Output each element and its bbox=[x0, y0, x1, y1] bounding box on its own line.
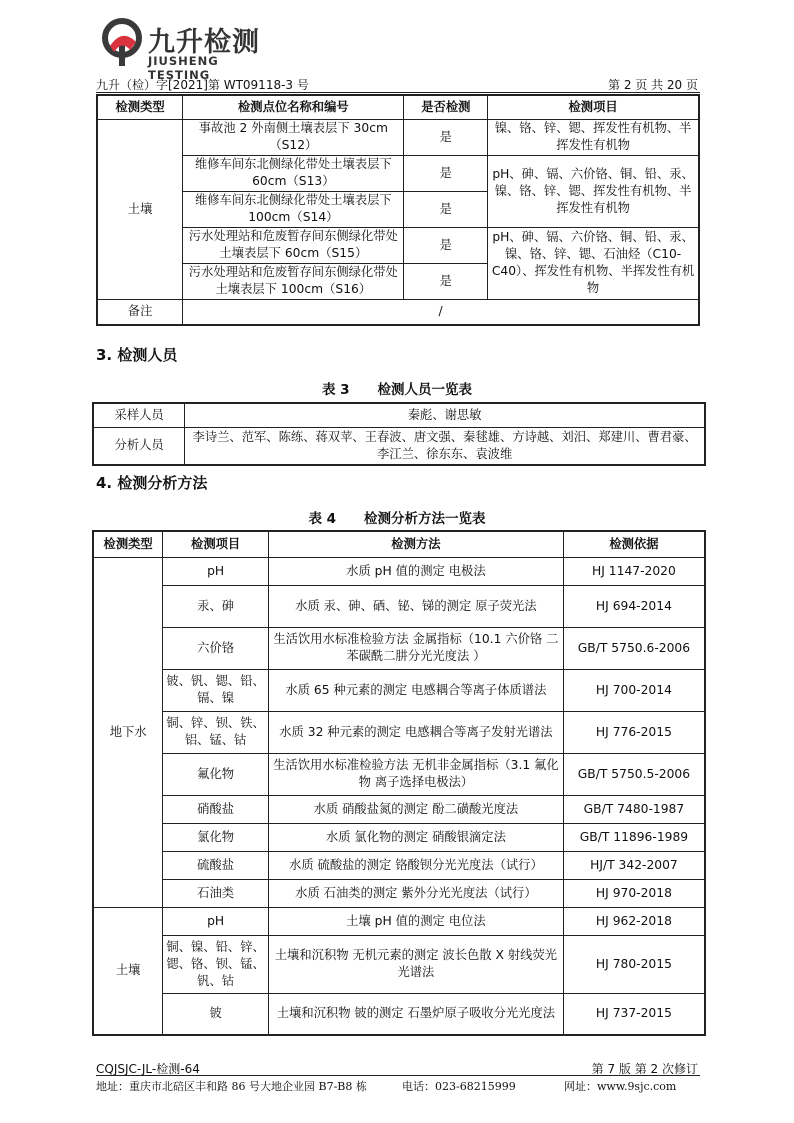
table-row bbox=[93, 795, 705, 823]
caption-title: 检测人员一览表 bbox=[377, 382, 473, 398]
method-cell: 水质 硝酸盐氮的测定 酚二磺酸光度法 bbox=[268, 795, 563, 823]
personnel-table bbox=[92, 402, 706, 466]
header-cell: 检测依据 bbox=[563, 531, 705, 557]
point-cell: 维修车间东北侧绿化带处土壤表层下 60cm（S13） bbox=[183, 155, 404, 191]
item-cell: 铍、钒、锶、铅、镉、镍 bbox=[163, 669, 269, 711]
point-cell: 维修车间东北侧绿化带处土壤表层下 100cm（S14） bbox=[183, 191, 404, 227]
detect-cell: 是 bbox=[404, 119, 488, 155]
table-header-row bbox=[97, 95, 699, 119]
personnel-label: 采样人员 bbox=[93, 403, 185, 427]
table-row bbox=[93, 851, 705, 879]
method-cell: 水质 氯化物的测定 硝酸银滴定法 bbox=[268, 823, 563, 851]
table-row bbox=[93, 753, 705, 795]
table-row bbox=[93, 427, 705, 465]
version-info: 第 7 版 第 2 次修订 bbox=[591, 1062, 698, 1076]
remark-label: 备注 bbox=[97, 299, 183, 325]
item-cell: 硫酸盐 bbox=[163, 851, 269, 879]
analysis-methods-table bbox=[92, 530, 706, 1036]
table-row bbox=[93, 935, 705, 993]
basis-cell: HJ 1147-2020 bbox=[563, 557, 705, 585]
item-cell: 铜、镍、铅、锌、锶、铬、钡、锰、钒、钴 bbox=[163, 935, 269, 993]
items-cell: pH、砷、镉、六价铬、铜、铅、汞、镍、铬、锌、锶、石油烃（C10-C40）、挥发性有机物、半挥发性有机物 bbox=[488, 227, 699, 299]
basis-cell: GB/T 5750.6-2006 bbox=[563, 627, 705, 669]
footer-address: 地址：重庆市北碚区丰和路 86 号大地企业园 B7-B8 栋 bbox=[96, 1080, 367, 1093]
table-row bbox=[93, 907, 705, 935]
section-title: 3. 检测人员 bbox=[96, 346, 178, 364]
footer-website: 网址：www.9sjc.com bbox=[564, 1080, 677, 1093]
logo-name-en: JIUSHENG TESTING bbox=[148, 54, 219, 82]
basis-cell: HJ 962-2018 bbox=[563, 907, 705, 935]
logo-name-cn: 九升检测 bbox=[148, 27, 260, 58]
table-row bbox=[93, 711, 705, 753]
method-cell: 水质 pH 值的测定 电极法 bbox=[268, 557, 563, 585]
caption-number: 表 4 bbox=[308, 511, 337, 527]
method-cell: 水质 硫酸盐的测定 铬酸钡分光光度法（试行） bbox=[268, 851, 563, 879]
item-cell: 氟化物 bbox=[163, 753, 269, 795]
header-divider bbox=[96, 92, 700, 93]
detection-type-cell: 土壤 bbox=[97, 119, 183, 299]
basis-cell: HJ 776-2015 bbox=[563, 711, 705, 753]
basis-cell: HJ 694-2014 bbox=[563, 585, 705, 627]
footer-contact bbox=[96, 1078, 700, 1094]
method-cell: 土壤和沉积物 无机元素的测定 波长色散 X 射线荧光光谱法 bbox=[268, 935, 563, 993]
point-cell: 事故池 2 外南侧土壤表层下 30cm（S12） bbox=[183, 119, 404, 155]
items-cell: 镍、铬、锌、锶、挥发性有机物、半挥发性有机物 bbox=[488, 119, 699, 155]
footer-phone: 电话：023-68215999 bbox=[402, 1080, 516, 1093]
item-cell: 六价铬 bbox=[163, 627, 269, 669]
detection-type-cell: 土壤 bbox=[93, 907, 163, 1035]
table-row bbox=[97, 227, 699, 263]
table-row bbox=[97, 119, 699, 155]
point-cell: 污水处理站和危废暂存间东侧绿化带处土壤表层下 60cm（S15） bbox=[183, 227, 404, 263]
method-cell: 水质 汞、砷、硒、铋、锑的测定 原子荧光法 bbox=[268, 585, 563, 627]
items-cell: pH、砷、镉、六价铬、铜、铅、汞、镍、铬、锌、锶、挥发性有机物、半挥发性有机物 bbox=[488, 155, 699, 227]
detect-cell: 是 bbox=[404, 263, 488, 299]
table-header-row bbox=[93, 531, 705, 557]
table-caption bbox=[0, 507, 794, 527]
remark-value: / bbox=[183, 299, 699, 325]
table-row bbox=[93, 557, 705, 585]
header-cell: 检测项目 bbox=[488, 95, 699, 119]
header-cell: 是否检测 bbox=[404, 95, 488, 119]
detection-type-cell: 地下水 bbox=[93, 557, 163, 907]
method-cell: 生活饮用水标准检验方法 金属指标（10.1 六价铬 二苯碳酰二肼分光光度法 ） bbox=[268, 627, 563, 669]
item-cell: pH bbox=[163, 557, 269, 585]
personnel-label: 分析人员 bbox=[93, 427, 185, 465]
personnel-names: 秦彪、谢思敏 bbox=[185, 403, 705, 427]
item-cell: 汞、砷 bbox=[163, 585, 269, 627]
logo-mark-icon bbox=[100, 16, 146, 68]
header-cell: 检测点位名称和编号 bbox=[183, 95, 404, 119]
header-cell: 检测方法 bbox=[268, 531, 563, 557]
section-title: 4. 检测分析方法 bbox=[96, 474, 208, 492]
item-cell: pH bbox=[163, 907, 269, 935]
method-cell: 土壤和沉积物 铍的测定 石墨炉原子吸收分光光度法 bbox=[268, 993, 563, 1035]
item-cell: 铍 bbox=[163, 993, 269, 1035]
table-row bbox=[93, 993, 705, 1035]
table-row bbox=[93, 669, 705, 711]
basis-cell: HJ 780-2015 bbox=[563, 935, 705, 993]
table-row bbox=[93, 627, 705, 669]
header-cell: 检测类型 bbox=[93, 531, 163, 557]
basis-cell: GB/T 5750.5-2006 bbox=[563, 753, 705, 795]
detect-cell: 是 bbox=[404, 155, 488, 191]
basis-cell: HJ/T 342-2007 bbox=[563, 851, 705, 879]
header-cell: 检测类型 bbox=[97, 95, 183, 119]
method-cell: 水质 石油类的测定 紫外分光光度法（试行） bbox=[268, 879, 563, 907]
table-row bbox=[93, 403, 705, 427]
item-cell: 石油类 bbox=[163, 879, 269, 907]
basis-cell: GB/T 7480-1987 bbox=[563, 795, 705, 823]
method-cell: 水质 32 种元素的测定 电感耦合等离子发射光谱法 bbox=[268, 711, 563, 753]
caption-number: 表 3 bbox=[321, 382, 350, 398]
remark-row bbox=[97, 299, 699, 325]
item-cell: 铜、锌、钡、铁、铝、锰、钴 bbox=[163, 711, 269, 753]
page-indicator: 第 2 页 共 20 页 bbox=[608, 78, 698, 92]
header-cell: 检测项目 bbox=[163, 531, 269, 557]
company-logo bbox=[100, 16, 270, 82]
form-code: CQJSJC-JL-检测-64 bbox=[96, 1062, 200, 1076]
point-cell: 污水处理站和危废暂存间东侧绿化带处土壤表层下 100cm（S16） bbox=[183, 263, 404, 299]
method-cell: 水质 65 种元素的测定 电感耦合等离子体质谱法 bbox=[268, 669, 563, 711]
basis-cell: HJ 700-2014 bbox=[563, 669, 705, 711]
table-caption bbox=[0, 378, 794, 398]
basis-cell: GB/T 11896-1989 bbox=[563, 823, 705, 851]
method-cell: 生活饮用水标准检验方法 无机非金属指标（3.1 氟化物 离子选择电极法） bbox=[268, 753, 563, 795]
basis-cell: HJ 970-2018 bbox=[563, 879, 705, 907]
table-row bbox=[93, 823, 705, 851]
document-number: 九升（检）字[2021]第 WT09118-3 号 bbox=[96, 78, 309, 92]
footer-divider bbox=[96, 1075, 700, 1076]
detect-cell: 是 bbox=[404, 191, 488, 227]
method-cell: 土壤 pH 值的测定 电位法 bbox=[268, 907, 563, 935]
table-row bbox=[97, 155, 699, 191]
item-cell: 硝酸盐 bbox=[163, 795, 269, 823]
basis-cell: HJ 737-2015 bbox=[563, 993, 705, 1035]
detection-points-table bbox=[96, 94, 700, 326]
table-row bbox=[93, 879, 705, 907]
table-row bbox=[93, 585, 705, 627]
detect-cell: 是 bbox=[404, 227, 488, 263]
personnel-names: 李诗兰、范军、陈练、蒋双苹、王春波、唐文强、秦毬雄、方诗越、刘汨、郑建川、曹君豪、李江兰、徐东东、袁波维 bbox=[185, 427, 705, 465]
item-cell: 氯化物 bbox=[163, 823, 269, 851]
caption-title: 检测分析方法一览表 bbox=[364, 511, 486, 527]
